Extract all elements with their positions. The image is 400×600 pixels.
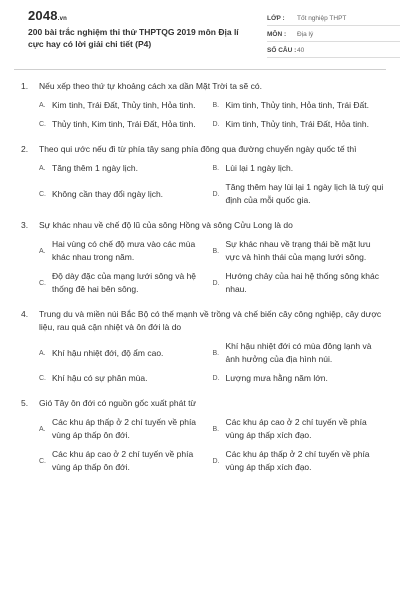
question-number: 1. — [21, 81, 29, 91]
option-letter: C. — [39, 457, 46, 465]
option-c[interactable] — [39, 448, 213, 474]
question-stem — [14, 80, 386, 93]
option-d[interactable] — [213, 448, 387, 474]
option-text: Hướng chảy của hai hệ thống sông khác nhau. — [225, 271, 380, 294]
option-row — [39, 416, 386, 442]
meta-value: Địa lý — [297, 31, 314, 38]
option-d[interactable] — [213, 181, 387, 207]
option-a[interactable] — [39, 238, 213, 264]
option-row — [39, 372, 386, 385]
option-letter: A. — [39, 349, 46, 357]
question-number: 2. — [21, 144, 29, 154]
option-b[interactable] — [213, 340, 387, 366]
meta-class-row — [267, 12, 400, 26]
option-text: Các khu áp cao ở 2 chí tuyến về phía vùng áp thấp xích đạo. — [225, 417, 367, 440]
option-row — [39, 238, 386, 264]
question-text: Theo qui ước nếu đi từ phía tây sang phía đông qua đường chuyển ngày quốc tế thì — [39, 144, 357, 154]
meta-count-row — [267, 44, 400, 58]
option-letter: C. — [39, 190, 46, 198]
logo-tld: .vn — [57, 16, 68, 22]
option-text: Thủy tinh, Kim tinh, Trái Đất, Hỏa tinh. — [52, 119, 196, 129]
option-c[interactable] — [39, 372, 213, 385]
question-2 — [14, 143, 386, 207]
site-logo[interactable] — [28, 8, 67, 23]
option-letter: C. — [39, 375, 46, 382]
option-text: Tăng thêm 1 ngày lịch. — [52, 163, 138, 173]
option-row — [39, 162, 386, 175]
option-text: Khí hậu có sự phân mùa. — [52, 373, 148, 383]
option-row — [39, 270, 386, 296]
option-row — [39, 181, 386, 207]
option-text: Kim tinh, Thủy tinh, Trái Đất, Hỏa tinh. — [225, 119, 369, 129]
document-header — [14, 0, 386, 62]
option-letter: A. — [39, 165, 46, 172]
option-text: Kim tinh, Trái Đất, Thủy tinh, Hỏa tinh. — [52, 100, 196, 110]
question-stem — [14, 308, 386, 334]
option-letter: D. — [212, 375, 220, 382]
option-text: Các khu áp thấp ở 2 chí tuyến về phía vùng áp thấp xích đạo. — [225, 449, 370, 472]
question-number: 4. — [21, 309, 29, 319]
meta-label: SỐ CÂU : — [267, 47, 297, 54]
document-meta — [267, 12, 400, 60]
option-text: Lùi lại 1 ngày lịch. — [225, 163, 294, 173]
option-text: Khí hậu nhiệt đới có mùa đông lạnh và ảnh hưởng của địa hình núi. — [225, 341, 372, 364]
option-letter: A. — [39, 102, 46, 109]
option-text: Sự khác nhau về trạng thái bề mặt lưu vực và hình thái của mạng lưới sông. — [225, 239, 371, 262]
question-list — [14, 80, 386, 486]
option-row — [39, 340, 386, 366]
option-text: Tăng thêm hay lùi lại 1 ngày lịch là tuỳ qui định của mỗi quốc gia. — [225, 182, 384, 205]
question-5 — [14, 397, 386, 474]
meta-value: 40 — [297, 47, 305, 54]
meta-label: LỚP : — [267, 15, 285, 22]
option-letter: B. — [212, 247, 220, 255]
option-a[interactable] — [39, 340, 213, 366]
question-text: Sự khác nhau về chế độ lũ của sông Hồng và sông Cửu Long là do — [39, 220, 293, 230]
option-letter: D. — [212, 457, 220, 465]
option-letter: A. — [39, 425, 46, 433]
meta-value: Tốt nghiệp THPT — [297, 15, 347, 22]
question-3 — [14, 219, 386, 296]
option-c[interactable] — [39, 181, 213, 207]
option-text: Kim tinh, Thủy tinh, Hỏa tinh, Trái Đất. — [225, 100, 369, 110]
option-b[interactable] — [213, 162, 387, 175]
question-stem — [14, 219, 386, 232]
option-d[interactable] — [213, 118, 387, 131]
option-text: Không cần thay đổi ngày lịch. — [52, 188, 164, 199]
option-text: Các khu áp thấp ở 2 chí tuyến về phía vùng áp thấp ôn đới. — [52, 417, 197, 440]
option-row — [39, 99, 386, 112]
question-text: Nếu xếp theo thứ tự khoảng cách xa dần Mặt Trời ta sẽ có. — [39, 81, 262, 91]
option-text: Hai vùng có chế độ mưa vào các mùa khác nhau trong năm. — [52, 239, 196, 262]
option-c[interactable] — [39, 270, 213, 296]
option-a[interactable] — [39, 162, 213, 175]
header-divider — [14, 69, 386, 70]
option-letter: C. — [39, 279, 46, 287]
document-title: 200 bài trắc nghiệm thi thử THPTQG 2019 môn Địa lí cực hay có lời giải chi tiết (P4) — [28, 27, 239, 49]
option-d[interactable] — [213, 372, 387, 385]
option-text: Độ dày đặc của mạng lưới sông và hệ thống đê hai bên sông. — [52, 271, 197, 294]
option-letter: D. — [212, 190, 220, 198]
option-letter: C. — [39, 121, 46, 128]
option-text: Lượng mưa hằng năm lớn. — [225, 373, 328, 383]
option-b[interactable] — [213, 99, 387, 112]
option-letter: B. — [212, 165, 220, 172]
option-letter: B. — [212, 102, 220, 109]
question-text: Trung du và miền núi Bắc Bộ có thế mạnh về trồng và chế biến cây công nghiệp, cây dược liệu, rau quả cận nhiệt và ôn đới là do — [39, 309, 382, 332]
meta-label: MÔN : — [267, 31, 287, 38]
option-letter: D. — [212, 121, 220, 128]
meta-subject-row — [267, 28, 400, 42]
option-d[interactable] — [213, 270, 387, 296]
question-text: Gió Tây ôn đới có nguồn gốc xuất phát từ — [39, 398, 197, 408]
option-c[interactable] — [39, 118, 213, 131]
question-stem — [14, 397, 386, 410]
option-a[interactable] — [39, 99, 213, 112]
option-text: Các khu áp cao ở 2 chí tuyến về phía vùng áp thấp ôn đới. — [52, 449, 194, 472]
option-b[interactable] — [213, 238, 387, 264]
question-4 — [14, 308, 386, 385]
option-row — [39, 448, 386, 474]
option-letter: B. — [212, 349, 220, 357]
option-text: Khí hậu nhiệt đới, độ ẩm cao. — [52, 347, 164, 358]
option-letter: A. — [39, 247, 46, 255]
option-a[interactable] — [39, 416, 213, 442]
option-letter: B. — [212, 425, 220, 433]
logo-text: 2048 — [28, 8, 58, 23]
option-row — [39, 118, 386, 131]
option-b[interactable] — [213, 416, 387, 442]
question-number: 5. — [21, 398, 29, 408]
question-number: 3. — [21, 220, 29, 230]
question-stem — [14, 143, 386, 156]
option-letter: D. — [212, 279, 220, 287]
question-1 — [14, 80, 386, 131]
